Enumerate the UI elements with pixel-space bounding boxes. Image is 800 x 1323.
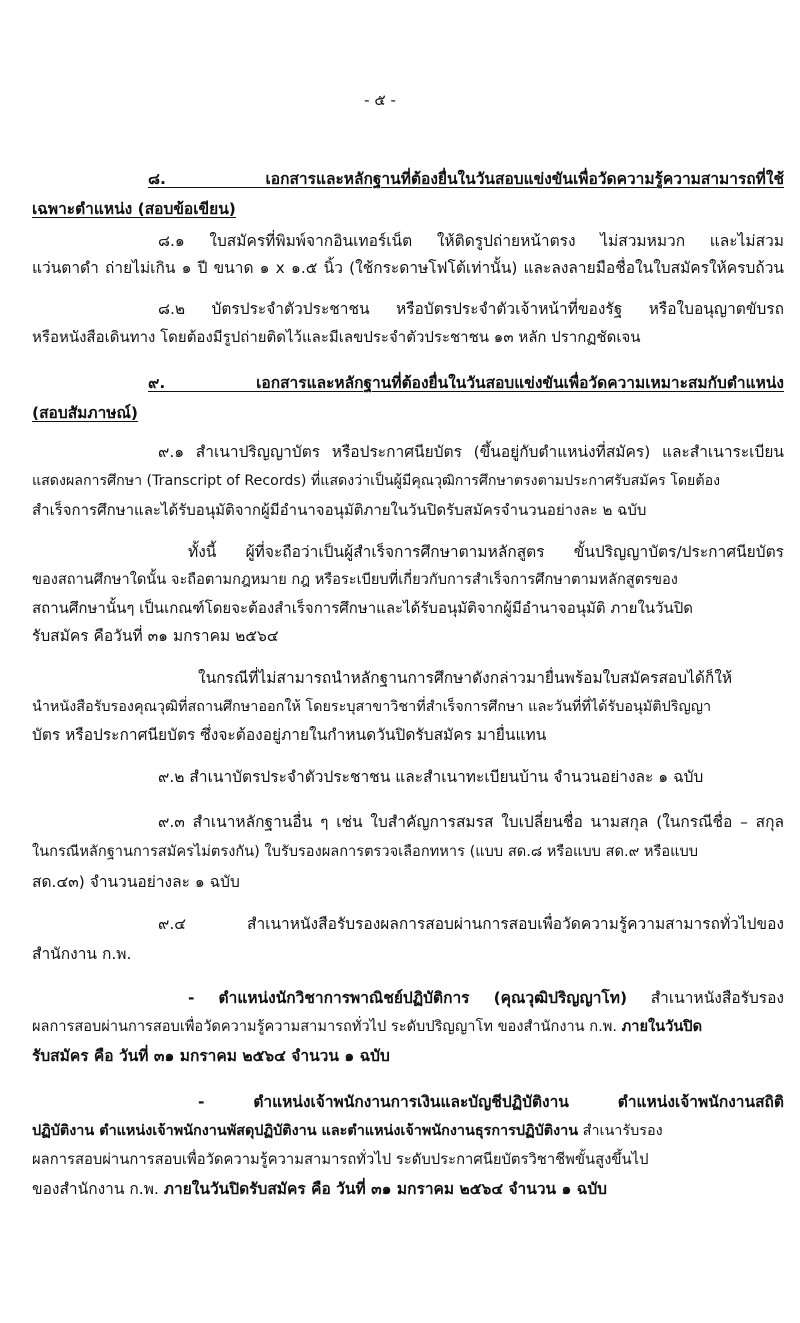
- item-9-1-note-line3: สถานศึกษานั้นๆ เป็นเกณฑ์โดยจะต้องสำเร็จการศึกษาและได้รับอนุมัติจากผู้มีอำนาจอนุมัติ ภายในวันปิด: [32, 599, 693, 617]
- position-2-titles: ปฏิบัติงาน ตำแหน่งเจ้าพนักงานพัสดุปฏิบัติงาน และตำแหน่งเจ้าพนักงานธุรการปฏิบัติงาน: [32, 1123, 579, 1139]
- section-9-heading: [148, 372, 784, 394]
- item-9-1-line2: แสดงผลการศึกษา (Transcript of Records) ที่แสดงว่าเป็นผู้มีคุณวุฒิการศึกษาตรงตามประกาศรับสมัคร โดยต้อง: [32, 473, 721, 489]
- item-9-1-alt-line1: ในกรณีที่ไม่สามารถนำหลักฐานการศึกษาดังกล่าวมายื่นพร้อมใบสมัครสอบได้ก็ให้: [198, 669, 733, 687]
- position-2-line4-deadline: ภายในวันปิดรับสมัคร คือ วันที่ ๓๑ มกราคม ๒๕๖๔ จำนวน ๑ ฉบับ: [163, 1180, 607, 1198]
- position-2-line2: [32, 1120, 784, 1142]
- item-9-2: ๙.๒ สำเนาบัตรประจำตัวประชาชน และสำเนาทะเบียนบ้าน จำนวนอย่างละ ๑ ฉบับ: [158, 768, 704, 786]
- item-9-1-line1: ๙.๑ สำเนาปริญญาบัตร หรือประกาศนียบัตร (ขึ้นอยู่กับตำแหน่งที่สมัคร) และสำเนาระเบียน: [158, 443, 784, 461]
- item-9-1-note-line4: รับสมัคร คือวันที่ ๓๑ มกราคม ๒๕๖๔: [32, 627, 279, 645]
- position-2-line3: ผลการสอบผ่านการสอบเพื่อวัดความรู้ความสามารถทั่วไป ระดับประกาศนียบัตรวิชาชีพขั้นสูงขึ้นไป: [32, 1151, 649, 1168]
- section-9-heading-line2: (สอบสัมภาษณ์): [32, 404, 138, 422]
- item-9-1-alt-line2: นำหนังสือรับรองคุณวุฒิที่สถานศึกษาออกให้ โดยระบุสาขาวิชาที่สำเร็จการศึกษา และวันที่ที่ได้รับอนุมัติปริญญา: [32, 699, 712, 715]
- item-9-1-note-line2: ของสถานศึกษาใดนั้น จะถือตามกฎหมาย กฎ หรือระเบียบที่เกี่ยวกับการสำเร็จการศึกษาตามหลักสูตรของ: [32, 571, 678, 588]
- item-8-1-line1: ๘.๑ ใบสมัครที่พิมพ์จากอินเทอร์เน็ต ให้ติดรูปถ่ายหน้าตรง ไม่สวมหมวก และไม่สวม: [158, 232, 784, 250]
- item-9-4-line2: สำนักงาน ก.พ.: [32, 945, 132, 963]
- position-2-line1: - ตำแหน่งเจ้าพนักงานการเงินและบัญชีปฏิบัติงาน ตำแหน่งเจ้าพนักงานสถิติ: [198, 1093, 784, 1111]
- item-9-1-line3: สำเร็จการศึกษาและได้รับอนุมัติจากผู้มีอำนาจอนุมัติภายในวันปิดรับสมัครจำนวนอย่างละ ๒ ฉบับ: [32, 501, 647, 519]
- position-1-line2: [32, 1016, 784, 1038]
- position-2-line4: [32, 1178, 607, 1200]
- section-8-heading: [148, 168, 784, 190]
- item-9-1-note-line1: ทั้งนี้ ผู้ที่จะถือว่าเป็นผู้สำเร็จการศึกษาตามหลักสูตร ขั้นปริญญาบัตร/ประกาศนียบัตร: [188, 543, 784, 561]
- position-1-line2-deadline: ภายในวันปิด: [621, 1018, 703, 1035]
- position-1-line2-text: ผลการสอบผ่านการสอบเพื่อวัดความรู้ความสามารถทั่วไป ระดับปริญญาโท ของสำนักงาน ก.พ.: [32, 1018, 622, 1035]
- item-9-4-line1: ๙.๔ สำเนาหนังสือรับรองผลการสอบผ่านการสอบเพื่อวัดความรู้ความสามารถทั่วไปของ: [158, 915, 784, 933]
- item-9-3-line3: สด.๔๓) จำนวนอย่างละ ๑ ฉบับ: [32, 873, 240, 891]
- position-1-line3: รับสมัคร คือ วันที่ ๓๑ มกราคม ๒๕๖๔ จำนวน ๑ ฉบับ: [32, 1047, 390, 1065]
- page-number: - ๕ -: [364, 91, 396, 109]
- position-1-title: - ตำแหน่งนักวิชาการพาณิชย์ปฏิบัติการ (คุณวุฒิปริญญาโท): [188, 989, 628, 1007]
- position-2-line2-rest: สำเนารับรอง: [578, 1123, 663, 1139]
- position-1-line1: [188, 987, 784, 1009]
- position-1-line1-rest: สำเนาหนังสือรับรอง: [627, 989, 784, 1007]
- item-9-1-alt-line3: บัตร หรือประกาศนียบัตร ซึ่งจะต้องอยู่ภายในกำหนดวันปิดรับสมัคร มายื่นแทน: [32, 726, 547, 744]
- item-8-1-line2: แว่นตาดำ ถ่ายไม่เกิน ๑ ปี ขนาด ๑ x ๑.๕ นิ้ว (ใช้กระดาษโฟโต้เท่านั้น) และลงลายมือชื่อในใบสมัครให้ครบถ้วน: [32, 259, 784, 277]
- section-8-heading-line1: ๘. เอกสารและหลักฐานที่ต้องยื่นในวันสอบแข่งขันเพื่อวัดความรู้ความสามารถที่ใช้: [148, 170, 784, 188]
- item-9-3-line1: ๙.๓ สำเนาหลักฐานอื่น ๆ เช่น ใบสำคัญการสมรส ใบเปลี่ยนชื่อ นามสกุล (ในกรณีชื่อ – สกุล: [158, 813, 784, 831]
- item-9-3-line2: ในกรณีหลักฐานการสมัครไม่ตรงกัน) ใบรับรองผลการตรวจเลือกทหาร (แบบ สด.๘ หรือแบบ สด.๙ หรือแบบ: [32, 843, 699, 860]
- position-2-line4-text: ของสำนักงาน ก.พ.: [32, 1180, 164, 1198]
- item-8-2-line1: ๘.๒ บัตรประจำตัวประชาชน หรือบัตรประจำตัวเจ้าหน้าที่ของรัฐ หรือใบอนุญาตขับรถ: [158, 300, 784, 318]
- section-9-heading-line1: ๙. เอกสารและหลักฐานที่ต้องยื่นในวันสอบแข่งขันเพื่อวัดความเหมาะสมกับตำแหน่ง: [148, 374, 784, 392]
- section-8-heading-line2: เฉพาะตำแหน่ง (สอบข้อเขียน): [32, 200, 236, 218]
- item-8-2-line2: หรือหนังสือเดินทาง โดยต้องมีรูปถ่ายติดไว้และมีเลขประจำตัวประชาชน ๑๓ หลัก ปรากฏชัดเจน: [32, 328, 641, 346]
